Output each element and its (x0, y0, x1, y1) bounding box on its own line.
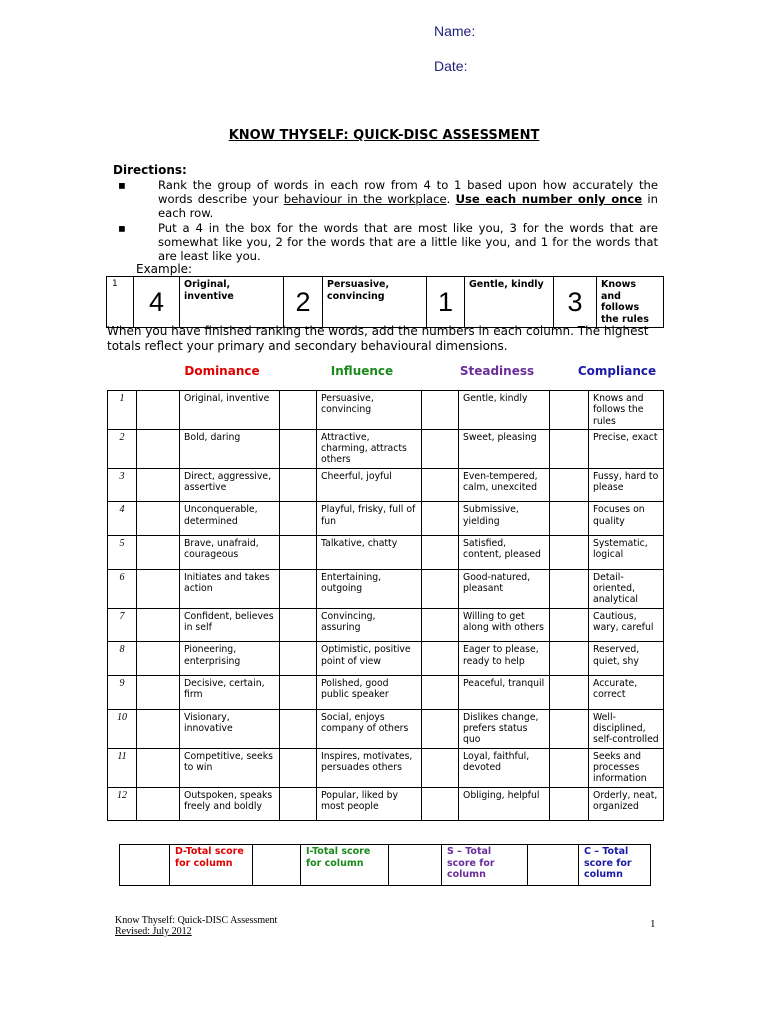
page-title: KNOW THYSELF: QUICK-DISC ASSESSMENT (228, 128, 540, 143)
totals-table (119, 844, 651, 886)
words-compliance: Focuses on quality (589, 502, 664, 536)
totals-spacer (120, 845, 170, 886)
total-label-c: C – Total score for column (579, 845, 651, 886)
rank-box-i[interactable] (280, 709, 317, 748)
rank-box-c[interactable] (550, 569, 589, 608)
words-dominance: Direct, aggressive, assertive (180, 468, 280, 502)
table-row (108, 787, 664, 821)
rank-box-c[interactable] (550, 608, 589, 642)
total-label-i: I-Total score for column (301, 845, 389, 886)
words-steadiness: Even-tempered, calm, unexcited (459, 468, 550, 502)
total-score-s-box[interactable] (528, 845, 579, 886)
rank-box-d[interactable] (137, 676, 180, 710)
rank-box-d[interactable] (137, 748, 180, 787)
table-row (108, 709, 664, 748)
table-row (108, 502, 664, 536)
words-influence: Social, enjoys company of others (317, 709, 422, 748)
row-number: 5 (108, 536, 137, 570)
words-steadiness: Peaceful, tranquil (459, 676, 550, 710)
words-influence: Cheerful, joyful (317, 468, 422, 502)
rank-box-d[interactable] (137, 429, 180, 468)
words-steadiness: Submissive, yielding (459, 502, 550, 536)
rank-box-d[interactable] (137, 391, 180, 430)
example-table (106, 276, 664, 328)
rank-box-c[interactable] (550, 787, 589, 821)
words-dominance: Bold, daring (180, 429, 280, 468)
date-label: Date: (434, 58, 468, 74)
rank-box-s[interactable] (422, 536, 459, 570)
example-words-i: Persuasive, convincing (323, 277, 427, 328)
rank-box-c[interactable] (550, 502, 589, 536)
rank-box-s[interactable] (422, 429, 459, 468)
table-row (108, 569, 664, 608)
table-row (108, 642, 664, 676)
instructions-paragraph: When you have finished ranking the words, add the numbers in each column. The highest totals reflect your primary and secondary behavioural dimensions. (107, 324, 649, 353)
rank-box-c[interactable] (550, 391, 589, 430)
rank-box-s[interactable] (422, 391, 459, 430)
example-rank-s: 1 (427, 277, 465, 328)
row-number: 10 (108, 709, 137, 748)
rank-box-c[interactable] (550, 429, 589, 468)
rank-box-i[interactable] (280, 676, 317, 710)
row-number: 6 (108, 569, 137, 608)
total-label-s: S – Total score for column (442, 845, 528, 886)
rank-box-i[interactable] (280, 391, 317, 430)
rank-box-i[interactable] (280, 642, 317, 676)
bullet-square-icon: ▪ (118, 178, 126, 192)
rank-box-i[interactable] (280, 429, 317, 468)
words-compliance: Systematic, logical (589, 536, 664, 570)
example-words-d: Original, inventive (180, 277, 284, 328)
table-row (108, 676, 664, 710)
row-number: 1 (108, 391, 137, 430)
words-compliance: Orderly, neat, organized (589, 787, 664, 821)
row-number: 9 (108, 676, 137, 710)
example-rank-i: 2 (284, 277, 323, 328)
rank-box-s[interactable] (422, 468, 459, 502)
rank-box-s[interactable] (422, 569, 459, 608)
total-label-d: D-Total score for column (170, 845, 253, 886)
words-steadiness: Obliging, helpful (459, 787, 550, 821)
words-compliance: Seeks and processes information (589, 748, 664, 787)
table-row (108, 536, 664, 570)
words-steadiness: Good-natured, pleasant (459, 569, 550, 608)
rank-box-d[interactable] (137, 608, 180, 642)
column-heading-influence: Influence (330, 364, 394, 378)
row-number: 3 (108, 468, 137, 502)
ranking-table (107, 390, 664, 821)
words-influence: Attractive, charming, attracts others (317, 429, 422, 468)
words-dominance: Pioneering, enterprising (180, 642, 280, 676)
rank-box-s[interactable] (422, 676, 459, 710)
words-influence: Optimistic, positive point of view (317, 642, 422, 676)
table-row (108, 391, 664, 430)
rank-box-i[interactable] (280, 536, 317, 570)
words-dominance: Decisive, certain, firm (180, 676, 280, 710)
words-compliance: Cautious, wary, careful (589, 608, 664, 642)
words-dominance: Competitive, seeks to win (180, 748, 280, 787)
words-compliance: Reserved, quiet, shy (589, 642, 664, 676)
words-influence: Polished, good public speaker (317, 676, 422, 710)
example-row-number: 1 (107, 277, 134, 328)
column-heading-steadiness: Steadiness (459, 364, 535, 378)
rank-box-c[interactable] (550, 709, 589, 748)
row-number: 12 (108, 787, 137, 821)
table-row (108, 748, 664, 787)
table-row (108, 608, 664, 642)
words-dominance: Original, inventive (180, 391, 280, 430)
rank-box-d[interactable] (137, 536, 180, 570)
rank-box-c[interactable] (550, 676, 589, 710)
words-dominance: Outspoken, speaks freely and boldly (180, 787, 280, 821)
words-influence: Entertaining, outgoing (317, 569, 422, 608)
words-influence: Persuasive, convincing (317, 391, 422, 430)
rank-box-s[interactable] (422, 642, 459, 676)
row-number: 4 (108, 502, 137, 536)
directions-bullet-2: ▪ Put a 4 in the box for the words that are most like you, 3 for the words that are somewhat like you, 2 for the words that are a little like you, and 1 for the words that are least like you. (118, 220, 658, 264)
words-compliance: Well-disciplined, self-controlled (589, 709, 664, 748)
bullet-square-icon: ▪ (118, 220, 126, 235)
rank-box-c[interactable] (550, 536, 589, 570)
words-steadiness: Eager to please, ready to help (459, 642, 550, 676)
table-row (108, 468, 664, 502)
words-influence: Playful, frisky, full of fun (317, 502, 422, 536)
footer-revised: Revised: July 2012 (115, 926, 192, 937)
rank-box-d[interactable] (137, 502, 180, 536)
example-label: Example: (136, 262, 193, 276)
example-rank-d: 4 (134, 277, 180, 328)
rank-box-i[interactable] (280, 569, 317, 608)
directions-bullet-1: ▪ Rank the group of words in each row from 4 to 1 based upon how accurately the words describe your behaviour in the workplace. Use each number only once in each row. (118, 178, 658, 221)
example-rank-c: 3 (554, 277, 597, 328)
rank-box-i[interactable] (280, 787, 317, 821)
words-dominance: Visionary, innovative (180, 709, 280, 748)
name-label: Name: (434, 23, 476, 39)
words-dominance: Confident, believes in self (180, 608, 280, 642)
rank-box-s[interactable] (422, 748, 459, 787)
words-compliance: Fussy, hard to please (589, 468, 664, 502)
row-number: 8 (108, 642, 137, 676)
rank-box-d[interactable] (137, 569, 180, 608)
words-influence: Convincing, assuring (317, 608, 422, 642)
total-score-d-box[interactable] (253, 845, 301, 886)
rank-box-s[interactable] (422, 787, 459, 821)
words-steadiness: Satisfied, content, pleased (459, 536, 550, 570)
footer-title: Know Thyself: Quick-DISC Assessment (115, 915, 278, 926)
words-influence: Popular, liked by most people (317, 787, 422, 821)
rank-box-c[interactable] (550, 642, 589, 676)
column-heading-compliance: Compliance (577, 364, 657, 378)
example-words-s: Gentle, kindly (465, 277, 554, 328)
row-number: 2 (108, 429, 137, 468)
example-words-c: Knows and follows the rules (597, 277, 664, 328)
table-row (108, 429, 664, 468)
directions-list (118, 178, 658, 263)
words-dominance: Initiates and takes action (180, 569, 280, 608)
words-dominance: Brave, unafraid, courageous (180, 536, 280, 570)
footer (115, 915, 277, 937)
rank-box-d[interactable] (137, 468, 180, 502)
directions-heading: Directions: (113, 163, 187, 177)
words-compliance: Detail-oriented, analytical (589, 569, 664, 608)
words-influence: Talkative, chatty (317, 536, 422, 570)
words-compliance: Accurate, correct (589, 676, 664, 710)
words-steadiness: Gentle, kindly (459, 391, 550, 430)
rank-box-d[interactable] (137, 709, 180, 748)
row-number: 11 (108, 748, 137, 787)
rank-box-c[interactable] (550, 748, 589, 787)
page-number: 1 (650, 918, 656, 930)
words-steadiness: Sweet, pleasing (459, 429, 550, 468)
rank-box-i[interactable] (280, 608, 317, 642)
rank-box-d[interactable] (137, 787, 180, 821)
total-score-i-box[interactable] (389, 845, 442, 886)
rank-box-i[interactable] (280, 748, 317, 787)
rank-box-i[interactable] (280, 468, 317, 502)
words-compliance: Knows and follows the rules (589, 391, 664, 430)
rank-box-s[interactable] (422, 502, 459, 536)
rank-box-s[interactable] (422, 608, 459, 642)
rank-box-c[interactable] (550, 468, 589, 502)
words-dominance: Unconquerable, determined (180, 502, 280, 536)
words-influence: Inspires, motivates, persuades others (317, 748, 422, 787)
rank-box-s[interactable] (422, 709, 459, 748)
rank-box-i[interactable] (280, 502, 317, 536)
words-steadiness: Loyal, faithful, devoted (459, 748, 550, 787)
words-steadiness: Willing to get along with others (459, 608, 550, 642)
rank-box-d[interactable] (137, 642, 180, 676)
words-compliance: Precise, exact (589, 429, 664, 468)
words-steadiness: Dislikes change, prefers status quo (459, 709, 550, 748)
row-number: 7 (108, 608, 137, 642)
column-heading-dominance: Dominance (184, 364, 260, 378)
